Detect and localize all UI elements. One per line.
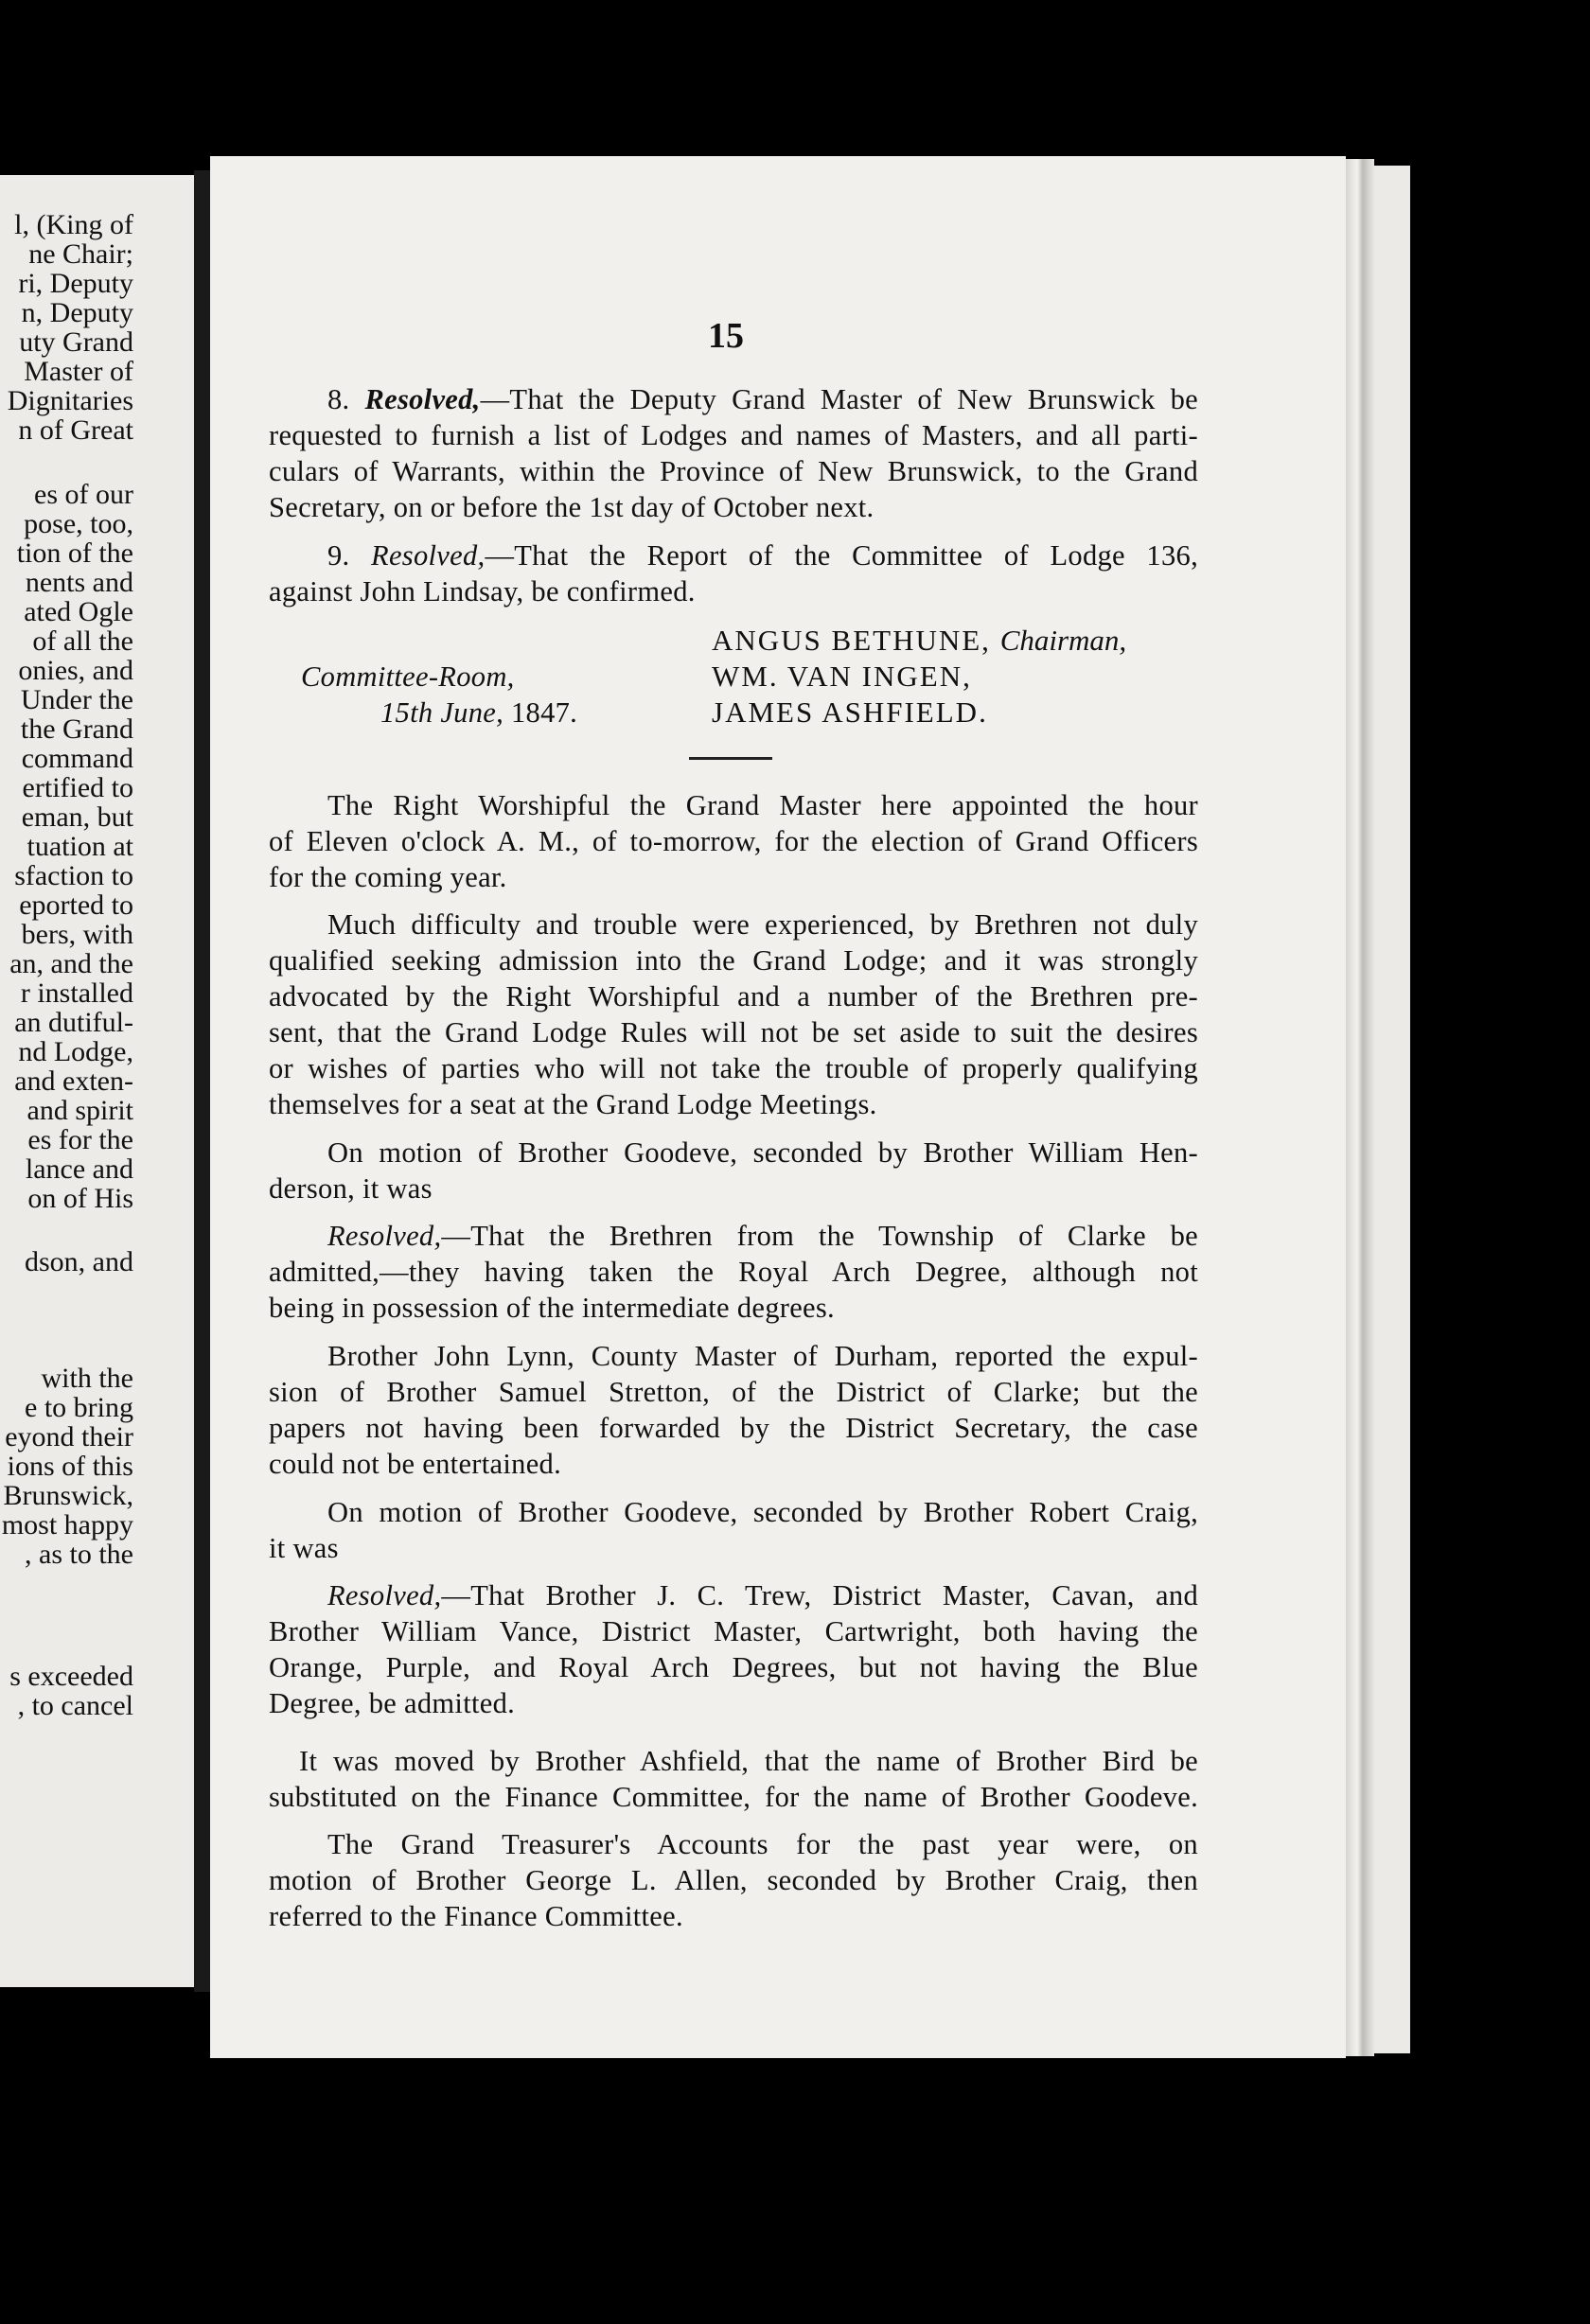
election-line-3: for the coming year.: [269, 861, 507, 893]
left-page-line: uty Grand: [19, 326, 133, 358]
motion-goodeve-2-line-2: it was: [269, 1532, 339, 1564]
left-page-line: r installed: [20, 977, 133, 1009]
lynn-report-line-1: Brother John Lynn, County Master of Durham, reported the expul-: [327, 1340, 1198, 1372]
resolved-clarke-line-1: Resolved,—That the Brethren from the Township of Clarke be: [327, 1220, 1198, 1252]
difficulty-line-5: or wishes of parties who will not take the trouble of properly qualifying: [269, 1052, 1198, 1084]
election-line-2: of Eleven o'clock A. M., of to-morrow, for the election of Grand Officers: [269, 825, 1198, 857]
left-page-line: es for the: [27, 1124, 133, 1155]
left-page-line: ions of this: [7, 1451, 133, 1482]
signatory-ashfield: JAMES ASHFIELD.: [712, 695, 988, 729]
left-page-line: of all the: [32, 625, 133, 657]
left-page-line: lance and: [25, 1153, 133, 1185]
left-page-line: and exten-: [14, 1065, 133, 1097]
signatory-chairman: ANGUS BETHUNE, Chairman,: [712, 624, 1127, 657]
election-line-1: The Right Worshipful the Grand Master here appointed the hour: [327, 789, 1198, 821]
left-page-line: tuation at: [26, 831, 133, 862]
left-page-line: nd Lodge,: [18, 1036, 133, 1067]
left-page-line: l, (King of: [14, 209, 133, 240]
resolved-trew-line-3: Orange, Purple, and Royal Arch Degrees, but not having the Blue: [269, 1651, 1198, 1683]
left-page-line: , to cancel: [17, 1690, 133, 1721]
resolution-9-line-1: 9. Resolved,—That the Report of the Committee of Lodge 136,: [327, 539, 1198, 572]
left-page-line: tion of the: [16, 537, 133, 569]
motion-goodeve-2-line-1: On motion of Brother Goodeve, seconded by Brother Robert Craig,: [327, 1496, 1198, 1528]
left-page-line: , as to the: [25, 1539, 133, 1570]
left-page-line: ne Chair;: [28, 238, 133, 270]
resolved-trew-line-4: Degree, be admitted.: [269, 1687, 516, 1719]
left-page-line: ertified to: [22, 772, 133, 803]
treasurer-line-3: referred to the Finance Committee.: [269, 1900, 683, 1932]
resolution-8-line-4: Secretary, on or before the 1st day of October next.: [269, 491, 874, 523]
left-page-line: eyond their: [5, 1421, 133, 1452]
resolved-clarke-line-3: being in possession of the intermediate degrees.: [269, 1292, 835, 1324]
page-stack-edge: [1374, 166, 1410, 2053]
motion-goodeve-line-2: derson, it was: [269, 1172, 433, 1205]
difficulty-line-1: Much difficulty and trouble were experienced, by Brethren not duly: [327, 908, 1198, 941]
left-page-line: Master of: [24, 356, 133, 387]
left-page-line: n, Deputy: [21, 297, 133, 328]
left-page-line: an dutiful-: [14, 1007, 133, 1038]
left-page-line: pose, too,: [24, 508, 133, 539]
lynn-report-line-2: sion of Brother Samuel Stretton, of the District of Clarke; but the: [269, 1376, 1198, 1408]
left-page-line: Under the: [20, 684, 133, 715]
difficulty-line-2: qualified seeking admission into the Grand Lodge; and it was strongly: [269, 944, 1198, 977]
left-page-line: onies, and: [18, 655, 133, 686]
difficulty-line-4: sent, that the Grand Lodge Rules will not be set aside to suit the desires: [269, 1016, 1198, 1048]
left-page-line: on of His: [27, 1183, 133, 1214]
left-page-line: ri, Deputy: [18, 268, 133, 299]
left-page-line: es of our: [34, 479, 133, 510]
page-number: 15: [708, 316, 744, 356]
left-page-line: with the: [41, 1363, 133, 1394]
signatory-van-ingen: WM. VAN INGEN,: [712, 660, 972, 693]
resolved-trew-line-2: Brother William Vance, District Master, Cartwright, both having the: [269, 1615, 1198, 1647]
resolution-8-line-2: requested to furnish a list of Lodges and names of Masters, and all parti-: [269, 419, 1198, 451]
committee-date: 15th June, 1847.: [380, 696, 578, 729]
resolved-trew-line-1: Resolved,—That Brother J. C. Trew, District Master, Cavan, and: [327, 1579, 1198, 1611]
left-page-line: dson, and: [25, 1246, 133, 1277]
left-page-line: command: [21, 743, 133, 774]
lynn-report-line-3: papers not having been forwarded by the District Secretary, the case: [269, 1412, 1198, 1444]
left-page-line: sfaction to: [14, 860, 133, 891]
left-page-line: nents and: [25, 567, 133, 598]
resolution-8-line-1: 8. Resolved,—That the Deputy Grand Master of New Brunswick be: [327, 383, 1198, 415]
left-page-fragment: [0, 175, 194, 1987]
resolved-clarke-line-2: admitted,—they having taken the Royal Arch Degree, although not: [269, 1256, 1198, 1288]
difficulty-line-6: themselves for a seat at the Grand Lodge Meetings.: [269, 1088, 877, 1120]
left-page-line: bers, with: [21, 919, 133, 950]
left-page-line: n of Great: [18, 414, 133, 446]
treasurer-line-2: motion of Brother George L. Allen, seconded by Brother Craig, then: [269, 1864, 1198, 1896]
page-edge: [1346, 159, 1374, 2056]
left-page-line: e to bring: [25, 1392, 133, 1423]
left-page-line: eman, but: [21, 801, 133, 833]
left-page-line: the Grand: [20, 713, 133, 745]
treasurer-line-1: The Grand Treasurer's Accounts for the past year were, on: [327, 1828, 1198, 1860]
left-page-line: most happy: [1, 1509, 133, 1541]
ashfield-motion-line-2: substituted on the Finance Committee, for the name of Brother Goodeve.: [269, 1781, 1198, 1813]
resolution-9-line-2: against John Lindsay, be confirmed.: [269, 575, 696, 607]
left-page-line: an, and the: [9, 948, 133, 979]
motion-goodeve-line-1: On motion of Brother Goodeve, seconded by Brother William Hen-: [327, 1136, 1198, 1169]
left-page-line: and spirit: [26, 1095, 133, 1126]
section-divider: [689, 757, 772, 760]
left-page-line: Dignitaries: [7, 385, 133, 416]
ashfield-motion-line-1: It was moved by Brother Ashfield, that the name of Brother Bird be: [299, 1745, 1198, 1777]
difficulty-line-3: advocated by the Right Worshipful and a number of the Brethren pre-: [269, 980, 1198, 1012]
left-page-line: s exceeded: [9, 1661, 133, 1692]
resolution-8-line-3: culars of Warrants, within the Province of New Brunswick, to the Grand: [269, 455, 1198, 487]
left-page-line: Brunswick,: [3, 1480, 133, 1511]
lynn-report-line-4: could not be entertained.: [269, 1448, 561, 1480]
left-page-line: eported to: [19, 889, 133, 921]
committee-room: Committee-Room,: [301, 660, 515, 693]
left-page-line: ated Ogle: [24, 596, 133, 627]
